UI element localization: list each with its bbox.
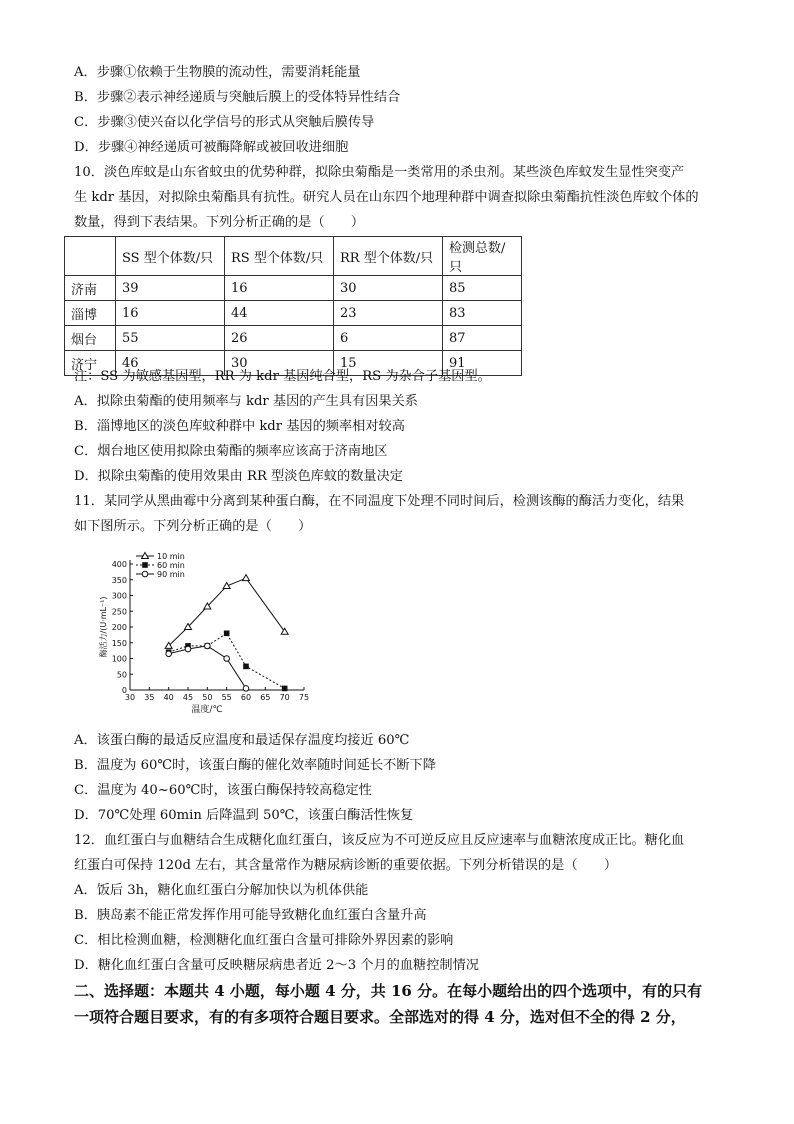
table-cell: 济宁 bbox=[65, 351, 116, 376]
q10-option-b: B．淄博地区的淡色库蚊种群中 kdr 基因的频率相对较高 bbox=[74, 419, 405, 434]
q10-option-c: C．烟台地区使用拟除虫菊酯的频率应该高于济南地区 bbox=[74, 444, 388, 459]
table-row bbox=[65, 301, 522, 326]
table-header-cell: RS 型个体数/只 bbox=[225, 237, 334, 276]
data-point-1 bbox=[243, 664, 249, 670]
table-header-cell: SS 型个体数/只 bbox=[116, 237, 225, 276]
q9-option-a: A．步骤①依赖于生物膜的流动性，需要消耗能量 bbox=[74, 65, 361, 80]
y-axis-label: 酶活力/(U·mL⁻¹) bbox=[99, 596, 108, 658]
legend-marker-1 bbox=[142, 562, 148, 568]
table-cell: 烟台 bbox=[65, 326, 116, 351]
y-tick-label: 250 bbox=[111, 607, 127, 617]
x-tick-label: 30 bbox=[124, 693, 136, 702]
q11-option-d: D．70℃处理 60min 后降温到 50℃，该蛋白酶活性恢复 bbox=[74, 808, 414, 823]
q9-option-c: C．步骤③使兴奋以化学信号的形式从突触后膜传导 bbox=[74, 115, 375, 130]
table-row bbox=[65, 276, 522, 301]
q11-option-c: C．温度为 40~60℃时，该蛋白酶保持较高稳定性 bbox=[74, 783, 372, 798]
table-cell: 30 bbox=[225, 351, 334, 376]
table-cell: 16 bbox=[116, 301, 225, 326]
genotype-table bbox=[64, 236, 522, 376]
q10-option-d: D．拟除虫菊酯的使用效果由 RR 型淡色库蚊的数量决定 bbox=[74, 469, 403, 484]
x-tick-label: 45 bbox=[182, 693, 194, 702]
table-header-row bbox=[65, 237, 522, 276]
table-cell: 91 bbox=[443, 351, 522, 376]
q12-option-b: B．胰岛素不能正常发挥作用可能导致糖化血红蛋白含量升高 bbox=[74, 908, 427, 923]
q9-option-d: D．步骤④神经递质可被酶降解或被回收进细胞 bbox=[74, 140, 349, 155]
x-tick-label: 75 bbox=[298, 693, 310, 702]
q11-stem-2: 如下图所示。下列分析正确的是（ ） bbox=[74, 519, 312, 534]
legend-marker-2 bbox=[142, 571, 148, 577]
data-point-2 bbox=[243, 686, 249, 692]
table-cell: 44 bbox=[225, 301, 334, 326]
q12-option-a: A．饭后 3h，糖化血红蛋白分解加快以为机体供能 bbox=[74, 883, 369, 898]
legend-label: 10 min bbox=[157, 552, 185, 561]
section2-heading-2: 一项符合题目要求，有的有多项符合题目要求。全部选对的得 4 分，选对但不全的得 2 分， bbox=[74, 1008, 686, 1026]
table-header-cell: 检测总数/只 bbox=[443, 237, 522, 276]
table-row bbox=[65, 326, 522, 351]
table-cell: 83 bbox=[443, 301, 522, 326]
table-cell: 23 bbox=[334, 301, 443, 326]
q11-option-b: B．温度为 60℃时，该蛋白酶的催化效率随时间延长不断下降 bbox=[74, 758, 436, 773]
q10-stem-1: 10．淡色库蚊是山东省蚊虫的优势种群，拟除虫菊酯是一类常用的杀虫剂。某些淡色库蚊发生显性突变产 bbox=[74, 165, 685, 180]
q12-option-d: D．糖化血红蛋白含量可反映糖尿病患者近 2～3 个月的血糖控制情况 bbox=[74, 958, 479, 973]
enzyme-activity-chart bbox=[94, 548, 324, 720]
section2-heading-1: 二、选择题：本题共 4 小题，每小题 4 分，共 16 分。在每小题给出的四个选项中，有的只有 bbox=[74, 982, 703, 1000]
data-point-1 bbox=[224, 631, 230, 637]
data-point-0 bbox=[243, 575, 250, 581]
y-tick-label: 400 bbox=[111, 560, 127, 569]
q12-stem-1: 12．血红蛋白与血糖结合生成糖化血红蛋白，该反应为不可逆反应且反应速率与血糖浓度成正比。糖化血 bbox=[74, 833, 685, 848]
y-tick-label: 350 bbox=[111, 575, 127, 585]
x-tick-label: 60 bbox=[240, 693, 252, 702]
table-cell: 济南 bbox=[65, 276, 116, 301]
q10-stem-3: 数量，得到下表结果。下列分析正确的是（ ） bbox=[74, 215, 365, 230]
q12-stem-2: 红蛋白可保持 120d 左右，其含量常作为糖尿病诊断的重要依据。下列分析错误的是（ ） bbox=[74, 858, 618, 873]
legend-label: 60 min bbox=[157, 561, 185, 570]
x-tick-label: 50 bbox=[202, 693, 213, 702]
y-tick-label: 150 bbox=[111, 638, 127, 648]
table-cell: 55 bbox=[116, 326, 225, 351]
x-axis-label: 温度/℃ bbox=[191, 705, 223, 715]
y-tick-label: 0 bbox=[121, 686, 127, 695]
table-cell: 15 bbox=[334, 351, 443, 376]
series-line-2 bbox=[169, 646, 246, 689]
x-tick-label: 65 bbox=[260, 693, 271, 702]
y-tick-label: 50 bbox=[116, 670, 127, 680]
q11-stem-1: 11．某同学从黑曲霉中分离到某种蛋白酶，在不同温度下处理不同时间后，检测该酶的酶活力变化，结果 bbox=[74, 494, 685, 509]
table-cell: 26 bbox=[225, 326, 334, 351]
table-note: 注：SS 为敏感基因型，RR 为 kdr 基因纯合型，RS 为杂合子基因型。 bbox=[74, 369, 491, 384]
q11-option-a: A．该蛋白酶的最适反应温度和最适保存温度均接近 60℃ bbox=[74, 733, 410, 748]
table-cell: 30 bbox=[334, 276, 443, 301]
q12-option-c: C．相比检测血糖，检测糖化血红蛋白含量可排除外界因素的影响 bbox=[74, 933, 454, 948]
data-point-2 bbox=[205, 643, 211, 649]
data-point-2 bbox=[166, 651, 172, 657]
x-tick-label: 35 bbox=[144, 693, 155, 702]
x-tick-label: 40 bbox=[163, 693, 174, 702]
q9-option-b: B．步骤②表示神经递质与突触后膜上的受体特异性结合 bbox=[74, 90, 401, 105]
q10-stem-2: 生 kdr 基因，对拟除虫菊酯具有抗性。研究人员在山东四个地理种群中调查拟除虫菊酯抗性淡色库蚊个体的 bbox=[74, 190, 699, 205]
y-tick-label: 100 bbox=[111, 654, 127, 664]
data-point-1 bbox=[282, 686, 288, 692]
table-cell: 淄博 bbox=[65, 301, 116, 326]
table-cell: 6 bbox=[334, 326, 443, 351]
data-point-2 bbox=[224, 656, 230, 662]
table-cell: 85 bbox=[443, 276, 522, 301]
y-tick-label: 300 bbox=[111, 591, 127, 601]
table-cell: 46 bbox=[116, 351, 225, 376]
x-tick-label: 70 bbox=[279, 693, 290, 702]
table-cell: 39 bbox=[116, 276, 225, 301]
table-header-cell: RR 型个体数/只 bbox=[334, 237, 443, 276]
x-tick-label: 55 bbox=[221, 693, 232, 702]
table-cell: 16 bbox=[225, 276, 334, 301]
legend-label: 90 min bbox=[157, 570, 185, 579]
y-tick-label: 200 bbox=[111, 623, 127, 632]
data-point-2 bbox=[185, 646, 191, 652]
table-header-cell bbox=[65, 237, 116, 276]
q10-option-a: A．拟除虫菊酯的使用频率与 kdr 基因的产生具有因果关系 bbox=[74, 394, 418, 409]
table-cell: 87 bbox=[443, 326, 522, 351]
